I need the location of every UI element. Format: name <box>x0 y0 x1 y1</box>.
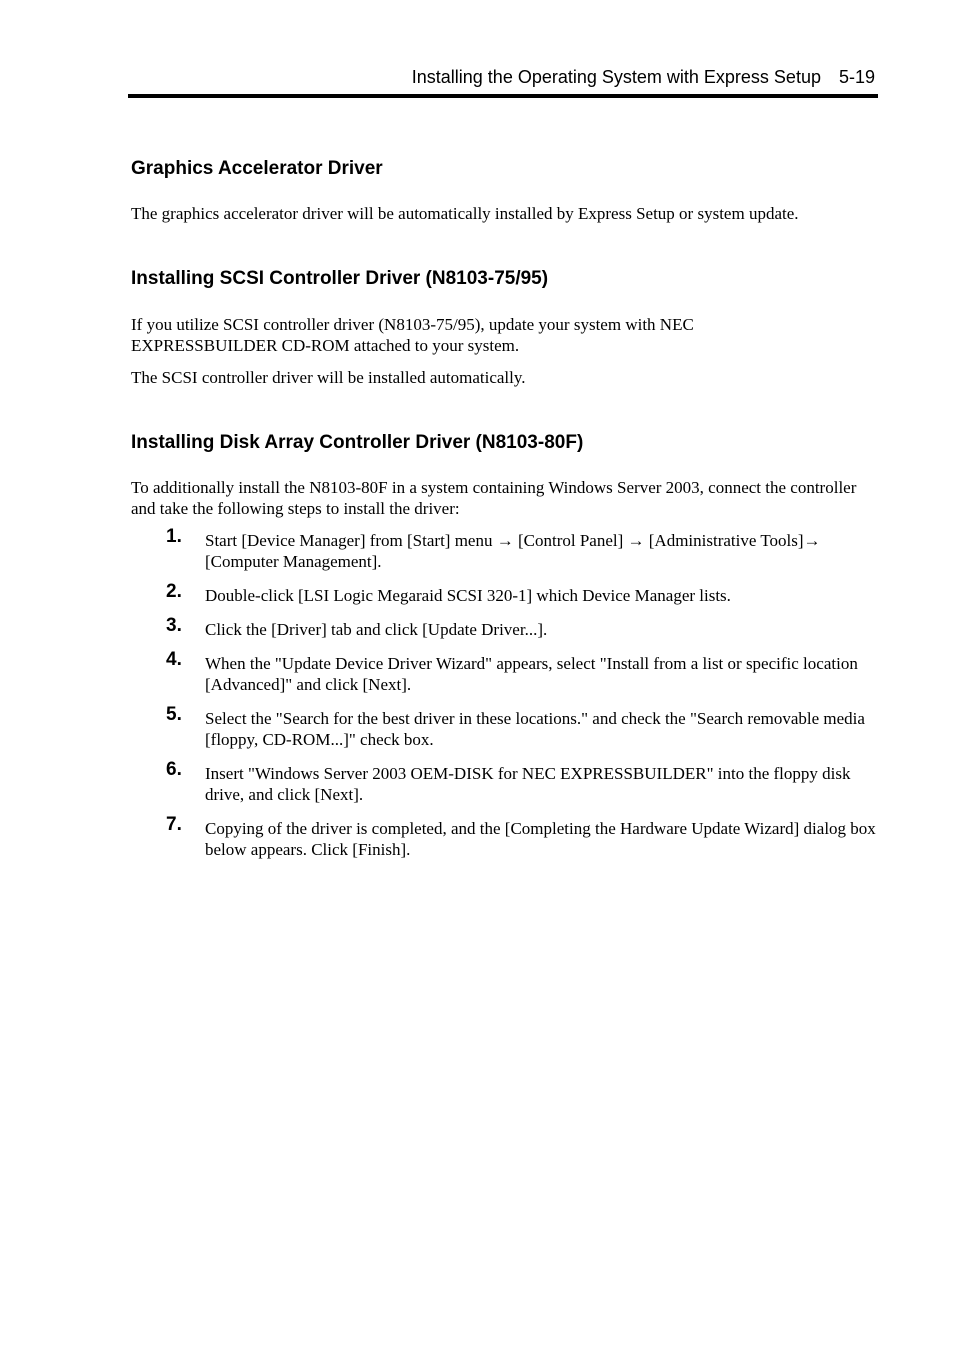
step-number: 4. <box>166 649 182 670</box>
step-number: 2. <box>166 581 182 602</box>
step-number: 6. <box>166 759 182 780</box>
paragraph-graphics: The graphics accelerator driver will be automatically installed by Express Setup or system update. <box>131 204 799 223</box>
paragraph-disk-array: To additionally install the N8103-80F in a system containing Windows Server 2003, connect the controller and take the following steps to install the driver: <box>131 478 857 518</box>
step-number: 1. <box>166 526 182 547</box>
step-text: Select the "Search for the best driver in these locations." and check the "Search removable media [floppy, CD-ROM...]" check box. <box>205 709 865 749</box>
step-text: Start [Device Manager] from [Start] menu → [Control Panel] → [Administrative Tools]→ [Computer Management]. <box>205 531 821 571</box>
list-item-step-4 <box>131 649 878 695</box>
step-text: When the "Update Device Driver Wizard" appears, select "Install from a list or specific location [Advanced]" and click [Next]. <box>205 654 858 694</box>
step-text: Click the [Driver] tab and click [Update Driver...]. <box>205 620 548 639</box>
header-title: Installing the Operating System with Express Setup <box>411 67 821 87</box>
step-number: 3. <box>166 615 182 636</box>
list-item-step-3 <box>131 615 878 640</box>
step-text: Double-click [LSI Logic Megaraid SCSI 320-1] which Device Manager lists. <box>205 586 731 605</box>
step-number: 7. <box>166 814 182 835</box>
step-text: Copying of the driver is completed, and the [Completing the Hardware Update Wizard] dialog box below appears. Click [Finish]. <box>205 819 876 859</box>
page-header <box>128 64 878 98</box>
header-text <box>412 66 875 88</box>
paragraph-scsi-1: If you utilize SCSI controller driver (N8103-75/95), update your system with NEC EXPRESSBUILDER CD-ROM attached to your system. <box>131 315 694 355</box>
step-number: 5. <box>166 704 182 725</box>
section-heading-graphics: Graphics Accelerator Driver <box>131 158 383 179</box>
list-item-step-1 <box>131 526 878 572</box>
install-steps-list <box>131 526 878 873</box>
step-text: Insert "Windows Server 2003 OEM-DISK for NEC EXPRESSBUILDER" into the floppy disk drive, and click [Next]. <box>205 764 851 804</box>
header-page-number: 5-19 <box>838 67 875 87</box>
list-item-step-6 <box>131 759 878 805</box>
list-item-step-5 <box>131 704 878 750</box>
list-item-step-2 <box>131 581 878 606</box>
list-item-step-7 <box>131 814 878 860</box>
section-heading-scsi: Installing SCSI Controller Driver (N8103-75/95) <box>131 268 549 289</box>
section-heading-disk-array: Installing Disk Array Controller Driver (N8103-80F) <box>131 432 584 453</box>
paragraph-scsi-2: The SCSI controller driver will be installed automatically. <box>131 368 526 387</box>
